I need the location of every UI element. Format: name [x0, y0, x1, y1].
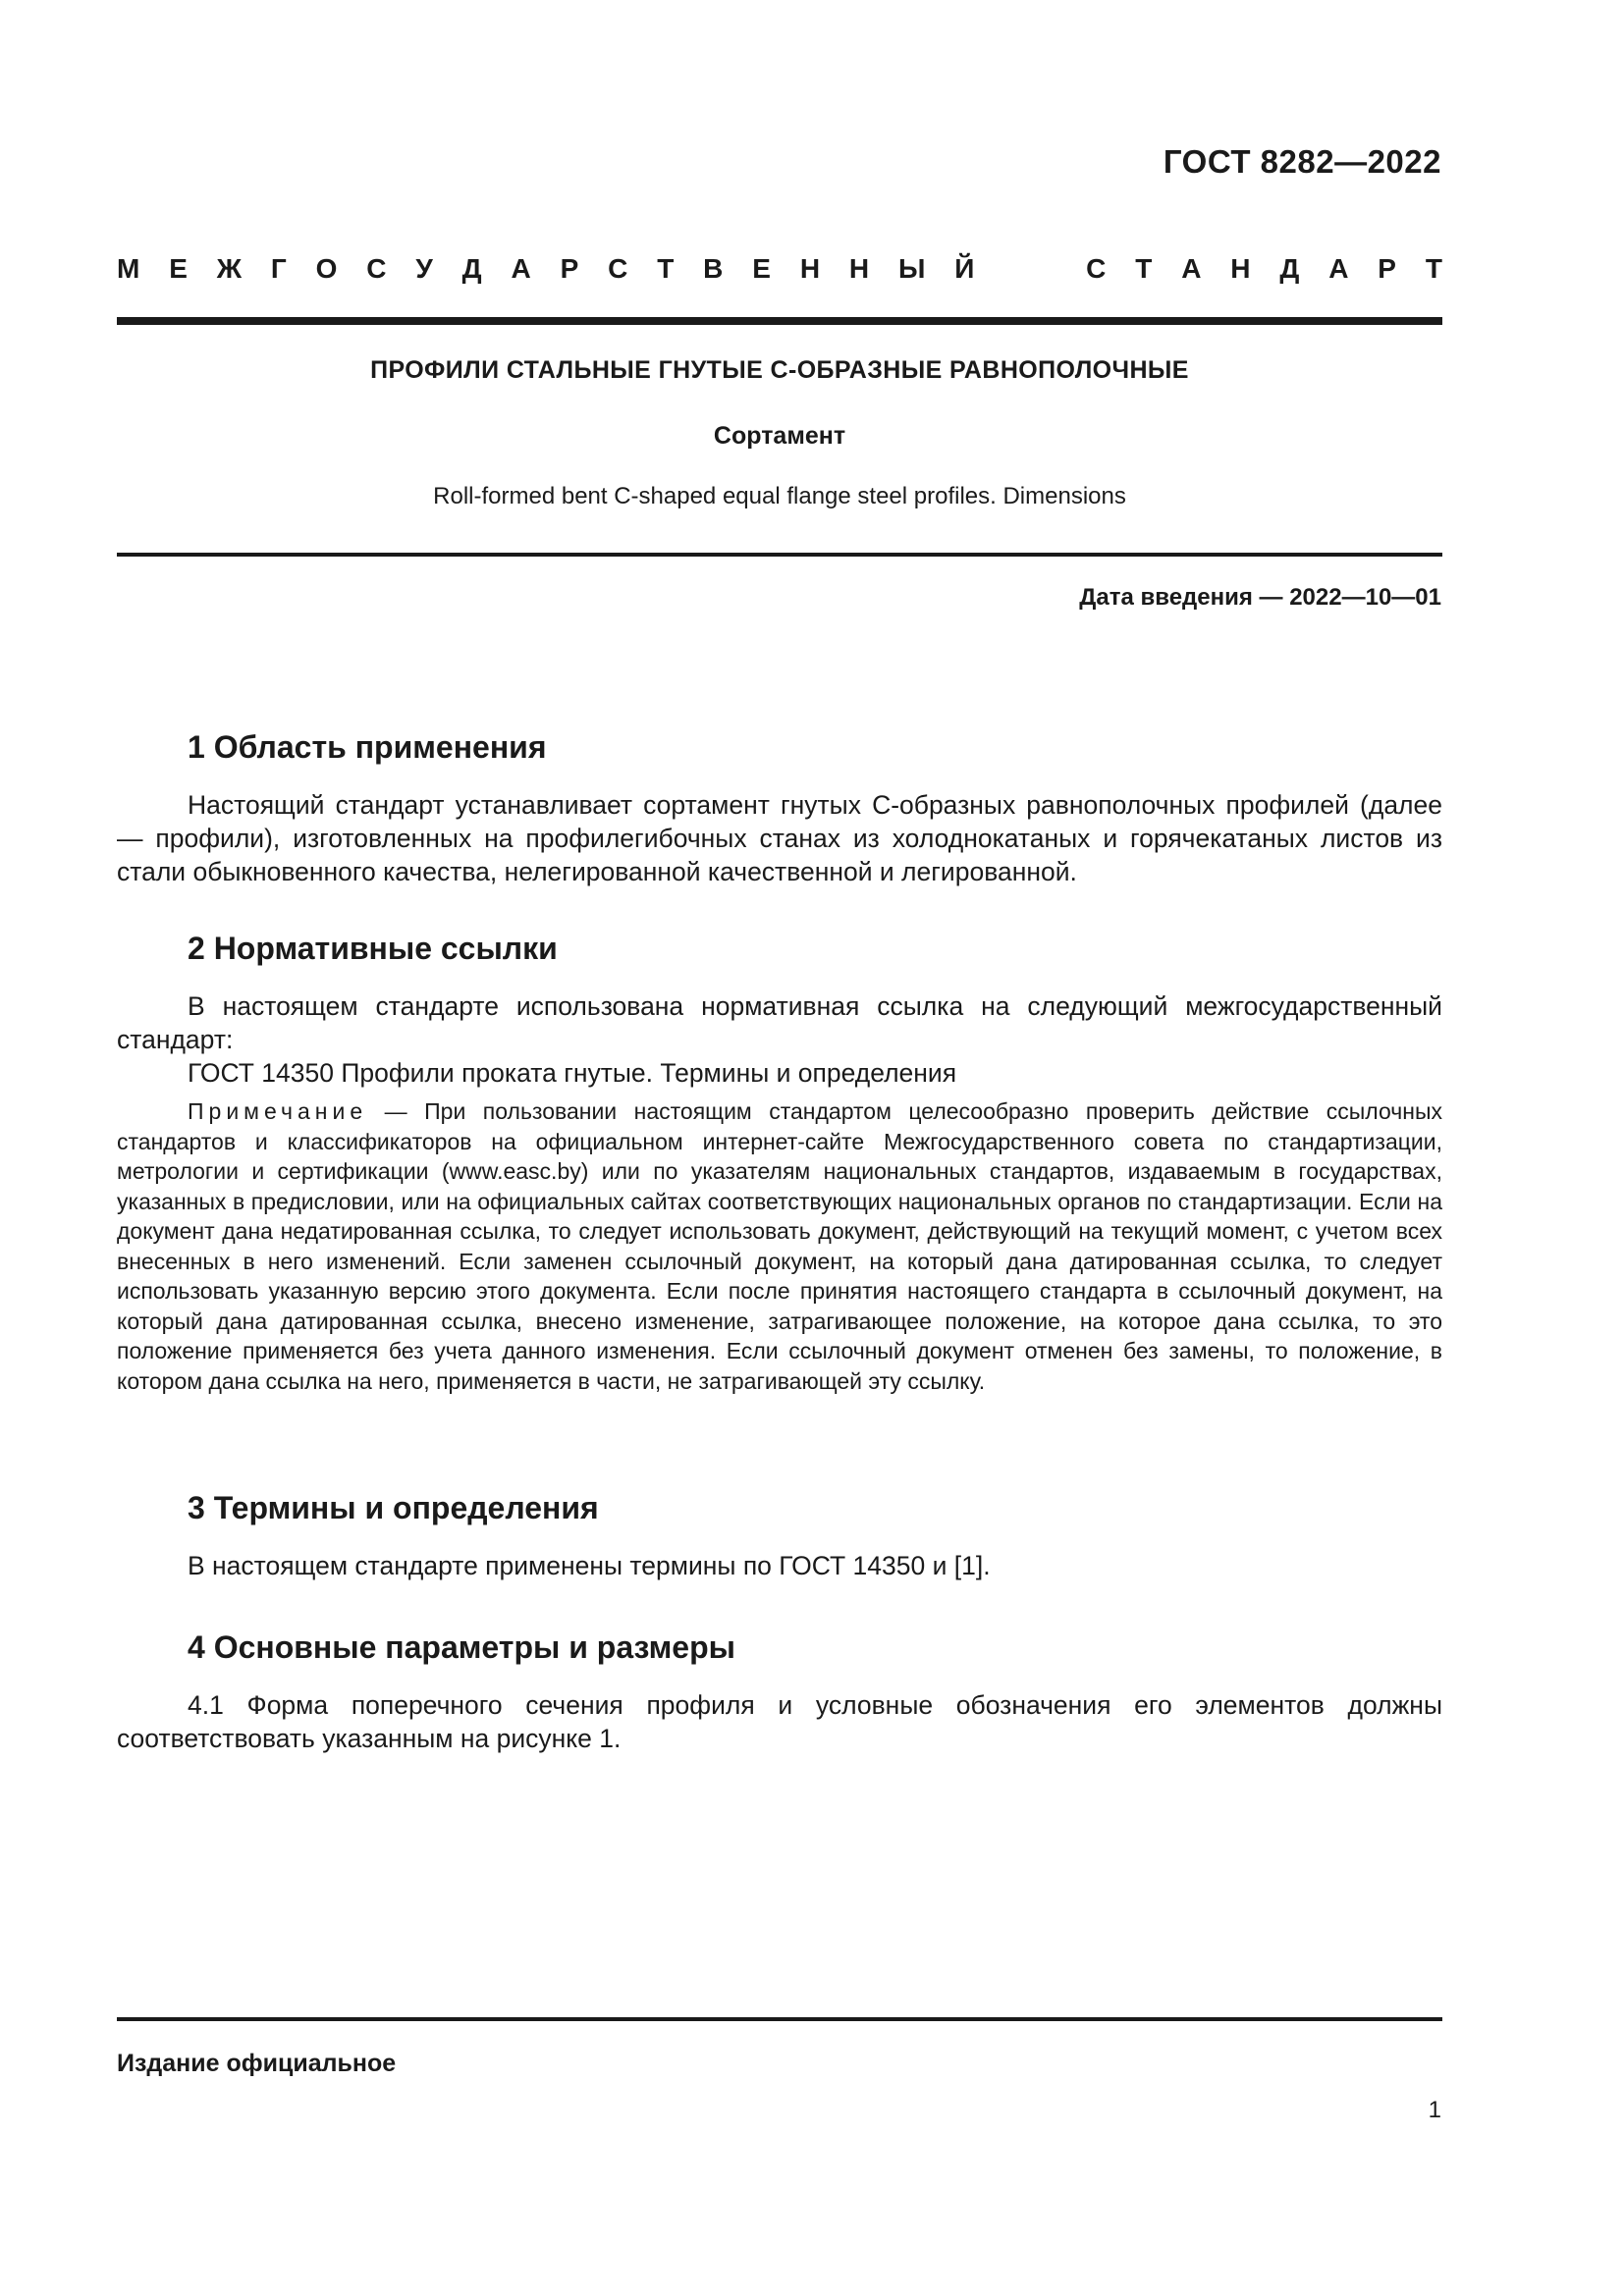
page-number: 1: [1428, 2097, 1441, 2123]
letter: Р: [1378, 253, 1396, 284]
english-title: Roll-formed bent C-shaped equal flange steel profiles. Dimensions: [433, 483, 1126, 509]
introduction-date: Дата введения — 2022—10—01: [1079, 584, 1441, 611]
note-text: — При пользовании настоящим стандартом целесообразно проверить действие ссылочных стандартов и классификаторов на официальном интернет-сайте Межгосударственного совета по стандартизации, метрологии и сертификации (www.easc.by) или по указателям национальных стандартов, издаваемым в государствах, указанных в предисловии, или на официальных сайтах соответствующих национальных органов по стандартизации. Если на документ дана недатированная ссылка, то следует использовать документ, действующий на текущий момент, с учетом всех внесенных в него изменений. Если заменен ссылочный документ, на который дана датированная ссылка, то следует использовать указанную версию этого документа. Если после принятия настоящего стандарта в ссылочный документ, на который дана датированная ссылка, внесено изменение, затрагивающее положение, на которое дана ссылка, то это положение применяется без учета данного изменения. Если ссылочный документ отменен без замены, то положение, в котором дана ссылка на него, применяется в части, не затрагивающей эту ссылку.: [117, 1098, 1442, 1394]
letter: Н: [1230, 253, 1251, 284]
standard-type-heading: [117, 253, 1442, 285]
letter: Д: [1279, 253, 1300, 284]
note-paragraph: [117, 1096, 1442, 1396]
letter: Й: [954, 253, 975, 284]
letter: Н: [848, 253, 870, 284]
letter: С: [366, 253, 387, 284]
letter: Е: [169, 253, 188, 284]
section-heading-scope: 1 Область применения: [188, 729, 547, 765]
section-heading-normative-references: 2 Нормативные ссылки: [188, 931, 558, 966]
note-label: Примечание: [188, 1098, 368, 1124]
word-gap: [1003, 253, 1056, 285]
letter: Е: [752, 253, 771, 284]
document-subtitle: Сортамент: [713, 422, 846, 450]
reference-item: ГОСТ 14350 Профили проката гнутые. Термины и определения: [188, 1058, 957, 1088]
letter: Т: [1425, 253, 1442, 284]
section-text-parameters: 4.1 Форма поперечного сечения профиля и условные обозначения его элементов должны соответствовать указанным на рисунке 1.: [117, 1690, 1442, 1753]
section-heading-parameters: 4 Основные параметры и размеры: [188, 1629, 735, 1665]
document-title: ПРОФИЛИ СТАЛЬНЫЕ ГНУТЫЕ С-ОБРАЗНЫЕ РАВНОПОЛОЧНЫЕ: [370, 356, 1189, 384]
header-divider: [117, 317, 1442, 325]
letter: А: [1181, 253, 1202, 284]
title-divider: [117, 553, 1442, 557]
document-number: ГОСТ 8282—2022: [1163, 143, 1441, 180]
footer-divider: [117, 2017, 1442, 2021]
letter: А: [1328, 253, 1349, 284]
section-text-scope: Настоящий стандарт устанавливает сортамент гнутых С-образных равнополочных профилей (далее — профили), изготовленных на профилегибочных станах из холоднокатаных и горячекатаных листов из стали обыкновенного качества, нелегированной качественной и легированной.: [117, 790, 1442, 886]
letter: О: [315, 253, 338, 284]
letter: С: [1086, 253, 1107, 284]
letter: Г: [270, 253, 287, 284]
letter: Д: [461, 253, 482, 284]
letter: Н: [799, 253, 821, 284]
letter: Ы: [898, 253, 926, 284]
letter: А: [511, 253, 531, 284]
letter: Т: [1135, 253, 1153, 284]
edition-label: Издание официальное: [117, 2050, 397, 2077]
section-text-terms: В настоящем стандарте применены термины по ГОСТ 14350 и [1].: [188, 1551, 991, 1580]
section-text-normative-references: В настоящем стандарте использована нормативная ссылка на следующий межгосударственный стандарт:: [117, 991, 1442, 1054]
section-heading-terms: 3 Термины и определения: [188, 1490, 599, 1525]
letter: М: [117, 253, 140, 284]
letter: Р: [560, 253, 579, 284]
letter: У: [415, 253, 433, 284]
letter: Т: [657, 253, 675, 284]
letter: С: [608, 253, 628, 284]
letter: В: [703, 253, 724, 284]
letter: Ж: [216, 253, 243, 284]
